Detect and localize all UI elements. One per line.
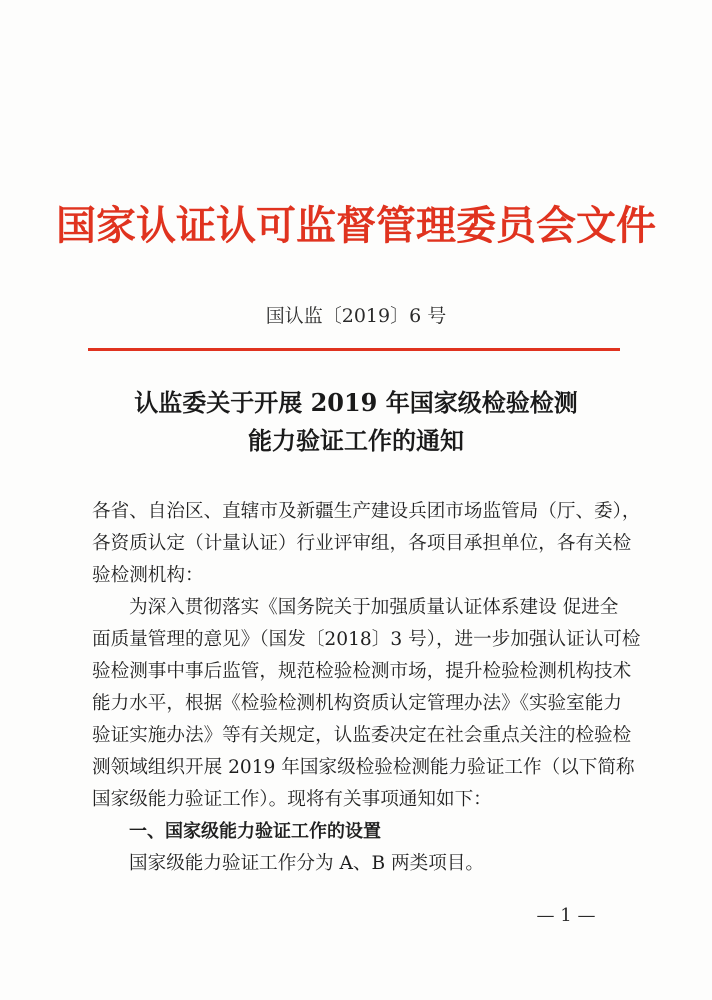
red-separator-line: [88, 348, 620, 351]
paragraph-line: 验检测事中事后监管，规范检验检测市场，提升检验检测机构技术: [92, 661, 632, 682]
paragraph-line: 能力水平，根据《检验检测机构资质认定管理办法》《实验室能力: [92, 693, 622, 714]
document-number: 国认监〔2019〕6 号: [265, 305, 447, 327]
paragraph-line: 验证实施办法》等有关规定，认监委决定在社会重点关注的检验检: [92, 725, 632, 746]
section-heading: 一、国家级能力验证工作的设置: [129, 821, 381, 842]
paragraph-line: 国家级能力验证工作）。现将有关事项通知如下：: [92, 789, 492, 810]
notice-title-line-2: 能力验证工作的通知: [248, 426, 464, 455]
notice-title-line-1: 认监委关于开展 2019 年国家级检验检测: [134, 388, 578, 417]
paragraph-line: 为深入贯彻落实《国务院关于加强质量认证体系建设 促进全: [129, 597, 619, 618]
paragraph-line: 面质量管理的意见》（国发〔2018〕3 号），进一步加强认证认可检: [92, 629, 641, 650]
issuing-organization-title: 国家认证认可监督管理委员会文件: [56, 203, 656, 249]
paragraph-line: 国家级能力验证工作分为 A、B 两类项目。: [129, 853, 485, 874]
notice-title: [0, 384, 712, 460]
addressee-line-2: 各资质认定（计量认证）行业评审组，各项目承担单位，各有关检: [92, 533, 632, 554]
paragraph-line: 测领域组织开展 2019 年国家级检验检测能力验证工作（以下简称: [92, 757, 635, 778]
addressee-line-3: 验检测机构：: [92, 565, 204, 586]
addressee-line-1: 各省、自治区、直辖市及新疆生产建设兵团市场监管局（厅、委），: [92, 501, 641, 522]
page-number: — 1 —: [536, 905, 596, 926]
notice-body: [92, 496, 641, 880]
